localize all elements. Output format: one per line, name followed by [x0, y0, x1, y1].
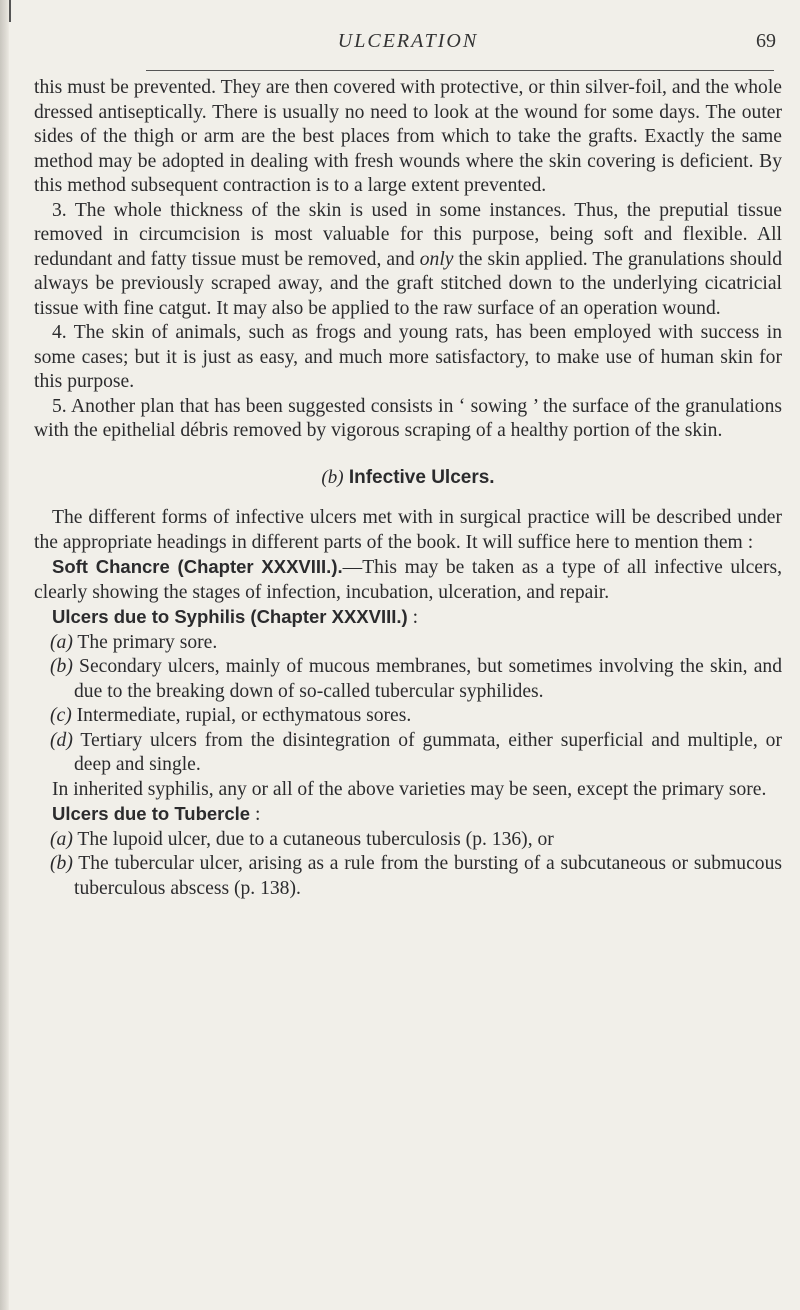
paragraph-method-4: 4. The skin of animals, such as frogs and young rats, has been employed with success in some cases; but it is just as easy, and much more satisfactory, to make use of human skin for this purpose. [34, 322, 782, 392]
book-page [34, 0, 783, 899]
list-marker: (c) [50, 705, 72, 726]
list-item [34, 729, 782, 778]
section-title: Infective Ulcers. [348, 466, 495, 488]
list-marker: (a) [50, 828, 73, 850]
list-item [34, 704, 782, 729]
list-text: Tertiary ulcers from the disintegration of gummata, either superficial and multiple, or deep and single. [74, 729, 782, 775]
list-item [34, 828, 782, 853]
paragraph-method-5: 5. Another plan that has been suggested consists in ‘ sowing ’ the surface of the granulations with the epithelial débris removed by vigorous scraping of a healthy portion of the skin. [34, 395, 782, 441]
inherited-syphilis-paragraph: In inherited syphilis, any or all of the above varieties may be seen, except the primary sore. [52, 778, 767, 800]
page-number: 69 [756, 30, 776, 52]
list-marker: (b) [50, 853, 73, 874]
paragraph-continuation: this must be prevented. They are then covered with protective, or thin silver-foil, and the whole dressed antiseptically. There is usually no need to look at the wound for some days. The outer sides of the thigh or arm are the best places from which to take the grafts. Exactly the same method may be adopted in dealing with fresh wounds where the skin covering is deficient. By this method subsequent contraction is to a large extent prevented. [34, 77, 782, 196]
list-item [34, 655, 782, 704]
binding-mark [9, 0, 11, 22]
syphilis-colon: : [407, 607, 419, 628]
list-marker: (a) [50, 631, 73, 653]
list-text: The lupoid ulcer, due to a cutaneous tuberculosis (p. 136), or [77, 828, 554, 850]
tubercle-heading-line [34, 802, 782, 828]
paragraph-method-3-end: the skin applied. The granulations should always be previously scraped away, and the graft stitched down to the underlying cicatricial tissue with fine catgut. It may also be applied to the raw surface of an operation wound. [34, 248, 782, 319]
emphasis-only: only [419, 248, 454, 270]
section-label: (b) [321, 466, 344, 488]
soft-chancre-heading: Soft Chancre (Chapter XXXVIII.). [52, 556, 343, 577]
list-text: The primary sore. [77, 631, 218, 653]
soft-chancre-paragraph [34, 555, 782, 605]
page-body [34, 76, 782, 901]
tubercle-colon: : [250, 804, 261, 825]
paragraph-method-3-start: 3. The whole thickness of the skin is used in some instances. Thus, the preputial tissue removed in circumcision is most valuable for this purpose, being soft and flexible. All redundant and fatty tissue must be removed, and [34, 199, 782, 270]
list-marker: (d) [50, 729, 73, 751]
list-text: Intermediate, rupial, or ecthymatous sores. [76, 705, 412, 726]
section-heading [34, 466, 782, 491]
page-gutter-shadow [0, 0, 9, 1310]
running-head: ULCERATION [337, 30, 479, 52]
paragraph-method-3 [34, 199, 782, 322]
list-item [34, 852, 782, 901]
infective-intro: The different forms of infective ulcers met with in surgical practice will be described under the appropriate headings in different parts of the book. It will suffice here to mention them : [34, 507, 782, 553]
syphilis-heading-line [34, 605, 782, 631]
syphilis-heading: Ulcers due to Syphilis (Chapter XXXVIII.) [52, 606, 408, 627]
tubercle-heading: Ulcers due to Tubercle [52, 803, 251, 824]
header-rule [146, 70, 774, 71]
list-item [34, 631, 782, 656]
syphilis-list [34, 631, 782, 778]
list-marker: (b) [50, 656, 73, 677]
list-text: Secondary ulcers, mainly of mucous membranes, but sometimes involving the skin, and due to the breaking down of so-called tubercular syphilides. [74, 656, 783, 702]
tubercle-list [34, 828, 782, 902]
list-text: The tubercular ulcer, arising as a rule from the bursting of a subcutaneous or submucous tuberculous abscess (p. 138). [74, 853, 783, 899]
page-header [34, 0, 782, 60]
soft-chancre-text: —This may be taken as a type of all infective ulcers, clearly showing the stages of infection, incubation, ulceration, and repair. [34, 557, 783, 603]
